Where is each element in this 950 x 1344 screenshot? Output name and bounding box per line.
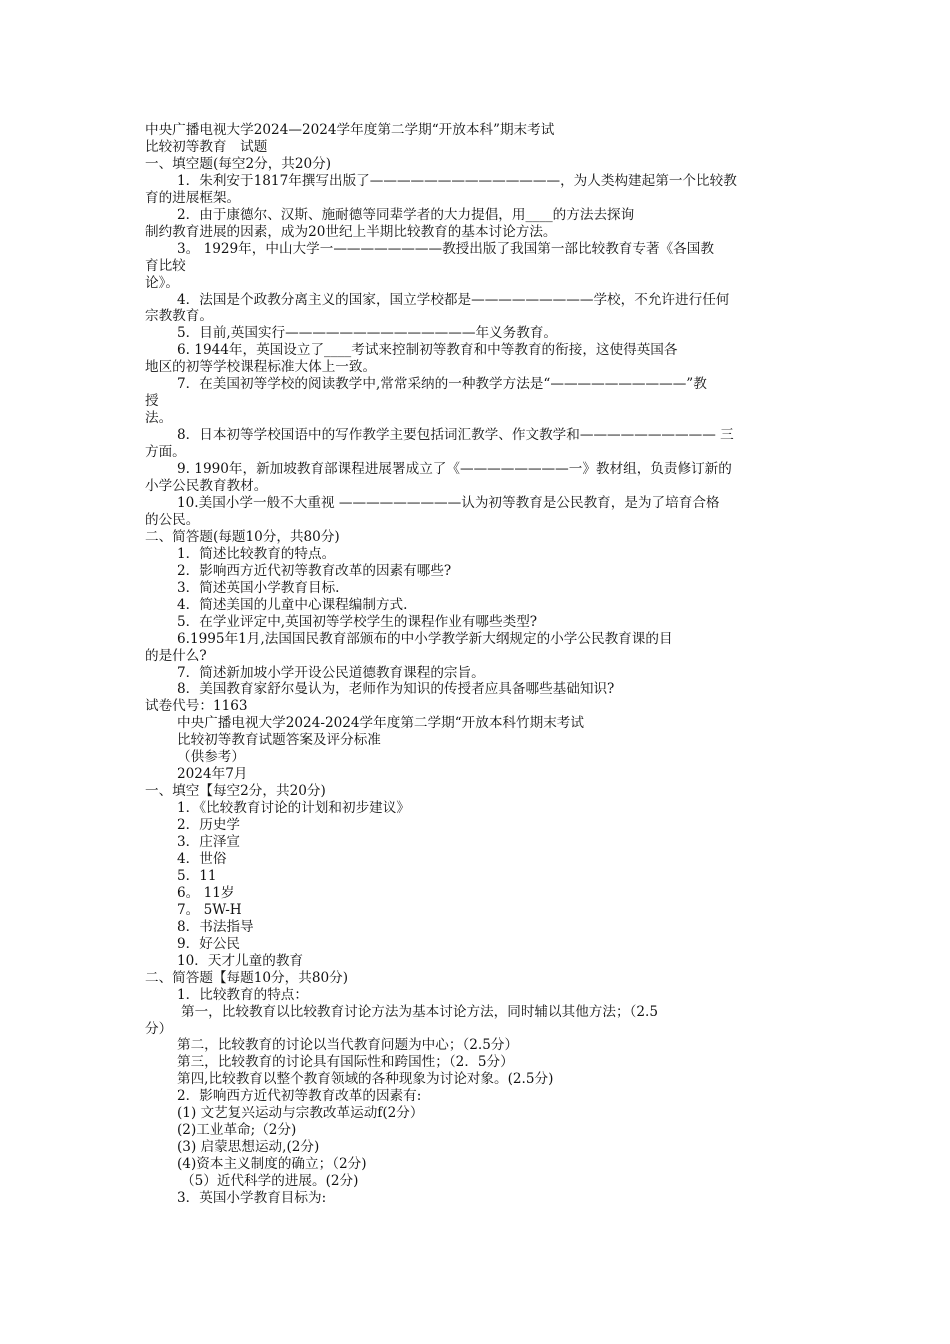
question-line: 的是什么? bbox=[145, 647, 207, 664]
answer-line: (4)资本主义制度的确立；（2分) bbox=[177, 1156, 367, 1173]
answer-line: 7。 5W-H bbox=[177, 901, 242, 918]
question-line: 7．简述新加坡小学开设公民道德教育课程的宗旨。 bbox=[177, 664, 485, 681]
section-heading-short-answers: 二、简答题【每题10分，共80分) bbox=[145, 969, 349, 986]
question-line: 4．简述美国的儿童中心课程编制方式. bbox=[177, 596, 408, 613]
question-line: 小学公民教育教材。 bbox=[145, 478, 268, 495]
answer-line: （5）近代科学的进展。(2分) bbox=[181, 1173, 359, 1190]
question-line: 制约教育进展的因素，成为20世纪上半期比较教育的基本讨论方法。 bbox=[145, 223, 557, 240]
paper-code: 试卷代号：1163 bbox=[145, 698, 248, 715]
question-line: 方面。 bbox=[145, 444, 186, 461]
answer-line: (1) 文艺复兴运动与宗教改革运动f(2分） bbox=[177, 1105, 424, 1122]
answer-line: 3．英国小学教育目标为: bbox=[177, 1190, 327, 1207]
answer-line: 9．好公民 bbox=[177, 935, 241, 952]
question-line: 授 bbox=[145, 393, 159, 410]
question-line: 育比较 bbox=[145, 257, 186, 274]
answer-date: 2024年7月 bbox=[177, 766, 248, 783]
section-heading-fill-in: 一、填空题(每空2分，共20分) bbox=[145, 155, 332, 172]
question-line: 9. 1990年，新加坡教育部课程进展署成立了《————————一》教材组，负责修订新的 bbox=[177, 461, 732, 478]
question-line: 5．在学业评定中,英国初等学校学生的课程作业有哪些类型? bbox=[177, 613, 538, 630]
exam-document bbox=[145, 122, 810, 1207]
question-line: 2．影响西方近代初等教育改革的因素有哪些? bbox=[177, 562, 452, 579]
question-line: 1．朱利安于1817年撰写出版了——————————————，为人类构建起第一个比较教 bbox=[177, 172, 737, 189]
answer-line: 第一，比较教育以比较教育讨论方法为基本讨论方法，同时辅以其他方法；（2.5 bbox=[181, 1003, 659, 1020]
answer-line: 第二，比较教育的讨论以当代教育问题为中心；（2.5分） bbox=[177, 1037, 519, 1054]
question-line: 8．日本初等学校国语中的写作教学主要包括词汇教学、作文教学和—————————— 三 bbox=[177, 427, 734, 444]
answer-line: 2．影响西方近代初等教育改革的因素有: bbox=[177, 1088, 422, 1105]
answer-line: 5．11 bbox=[177, 867, 217, 884]
answer-line: (3) 启蒙思想运动,(2分) bbox=[177, 1139, 320, 1156]
answer-line: 1．《比较教育讨论的计划和初步建议》 bbox=[177, 800, 410, 817]
answer-subtitle: 比较初等教育试题答案及评分标准 bbox=[177, 732, 381, 749]
answer-title: 中央广播电视大学2024-2024学年度第二学期“开放本科竹期末考试 bbox=[177, 715, 584, 732]
question-line: 法。 bbox=[145, 410, 173, 427]
question-line: 1．简述比较教育的特点。 bbox=[177, 545, 336, 562]
reference-note: （供参考） bbox=[177, 749, 245, 766]
answer-line: 6。 11岁 bbox=[177, 884, 235, 901]
question-line: 育的进展框架。 bbox=[145, 189, 241, 206]
question-line: 的公民。 bbox=[145, 511, 200, 528]
answer-line: 第四,比较教育以整个教育领域的各种现象为讨论对象。(2.5分) bbox=[177, 1071, 554, 1088]
question-line: 5．目前,英国实行——————————————年义务教育。 bbox=[177, 325, 558, 342]
question-line: 7．在美国初等学校的阅读教学中,常常采纳的一种教学方法是“——————————”教 bbox=[177, 376, 707, 393]
exam-title: 中央广播电视大学2024—2024学年度第二学期“开放本科”期末考试 bbox=[145, 122, 555, 138]
question-line: 地区的初等学校课程标准大体上一致。 bbox=[145, 359, 377, 376]
question-line: 8．美国教育家舒尔曼认为，老师作为知识的传授者应具备哪些基础知识? bbox=[177, 681, 615, 698]
question-line: 论》。 bbox=[145, 274, 179, 291]
answer-line: 10．天才儿童的教育 bbox=[177, 952, 304, 969]
answer-line: 4．世俗 bbox=[177, 850, 227, 867]
section-heading-short-answer: 二、简答题(每题10分，共80分) bbox=[145, 528, 340, 545]
answer-line: 8．书法指导 bbox=[177, 918, 254, 935]
question-line: 10.美国小学一般不大重视 —————————认为初等教育是公民教育，是为了培育合格 bbox=[177, 494, 720, 511]
answer-line: 1．比较教育的特点： bbox=[177, 986, 308, 1003]
question-line: 3．简述英国小学教育目标. bbox=[177, 579, 340, 596]
question-line: 4．法国是个政教分离主义的国家，国立学校都是—————————学校，不允许进行任何 bbox=[177, 291, 730, 308]
answer-line: (2)工业革命;（2分) bbox=[177, 1122, 297, 1139]
question-line: 3。 1929年，中山大学一————————教授出版了我国第一部比较教育专著《各国教 bbox=[177, 240, 714, 257]
question-line: 6.1995年1月,法国国民教育部颁布的中小学教学新大纲规定的小学公民教育课的目 bbox=[177, 630, 673, 647]
section-heading-fill-in-answers: 一、填空【每空2分，共20分) bbox=[145, 783, 326, 800]
answer-line: 分） bbox=[145, 1020, 173, 1037]
question-line: 宗教教育。 bbox=[145, 308, 213, 325]
answer-line: 2．历史学 bbox=[177, 817, 241, 834]
answer-line: 3．庄泽宣 bbox=[177, 834, 241, 851]
exam-subject: 比较初等教育 试题 bbox=[145, 138, 268, 155]
question-line: 6. 1944年，英国设立了____考试来控制初等教育和中等教育的衔接，这使得英国各 bbox=[177, 342, 678, 359]
answer-line: 第三，比较教育的讨论具有国际性和跨国性；（2．5分） bbox=[177, 1054, 514, 1071]
question-line: 2．由于康德尔、汉斯、施耐德等同辈学者的大力提倡，用____的方法去探询 bbox=[177, 206, 635, 223]
